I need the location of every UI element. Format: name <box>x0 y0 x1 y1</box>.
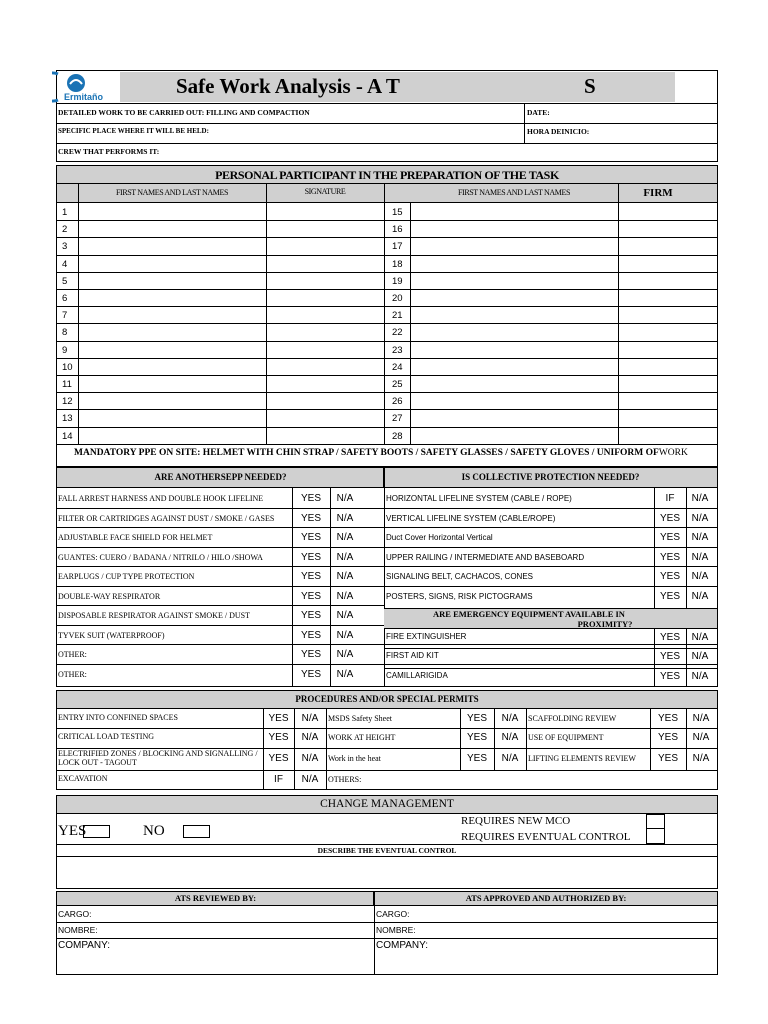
participant-row-number: 16 <box>392 224 403 235</box>
procedure-item-label: OTHERS: <box>328 775 362 784</box>
emergency-yes-option[interactable]: YES <box>659 632 680 643</box>
participant-firm-field[interactable] <box>619 256 717 271</box>
participants-title: PERSONAL PARTICIPANT IN THE PREPARATION OF THE TASK <box>215 168 559 182</box>
participant-row-number: 21 <box>392 310 403 321</box>
participant-firm-field[interactable] <box>619 342 717 357</box>
epp-yes-option[interactable]: YES <box>300 532 321 543</box>
epp-item-label: OTHER: <box>58 650 87 659</box>
emergency-yes-option[interactable]: YES <box>659 671 680 682</box>
procedure-na-option[interactable]: N/A <box>692 732 710 743</box>
epp-yes-option[interactable]: YES <box>300 630 321 641</box>
participant-firm-field[interactable] <box>619 428 717 443</box>
participant-row-number: 23 <box>392 345 403 356</box>
procedure-yes-option[interactable]: YES <box>657 732 678 743</box>
procedure-na-option[interactable]: N/A <box>501 713 519 724</box>
col-signature: SIGNATURE <box>304 187 346 196</box>
procedure-item-label: USE OF EQUIPMENT <box>528 733 604 742</box>
emergency-na-option[interactable]: N/A <box>691 651 709 662</box>
date-label: DATE: <box>527 108 550 117</box>
participant-signature-field[interactable] <box>267 307 383 322</box>
procedure-item-label: SCAFFOLDING REVIEW <box>528 714 617 723</box>
collective-na-option[interactable]: N/A <box>691 552 709 563</box>
collective-item-label: HORIZONTAL LIFELINE SYSTEM (CABLE / ROPE) <box>386 494 572 503</box>
participant-firm-field[interactable] <box>619 307 717 322</box>
procedure-item-label: EXCAVATION <box>58 774 108 783</box>
procedure-na-option[interactable]: N/A <box>301 732 319 743</box>
change-title: CHANGE MANAGEMENT <box>320 798 454 810</box>
mandatory-ppe-tail: WORK <box>658 448 688 458</box>
epp-item-label: OTHER: <box>58 670 87 679</box>
reviewed-cargo-label: CARGO: <box>58 909 92 919</box>
procedure-na-option[interactable]: N/A <box>501 753 519 764</box>
participant-firm-field[interactable] <box>619 204 717 219</box>
epp-yes-option[interactable]: YES <box>300 610 321 621</box>
requires-control-checkbox[interactable] <box>646 828 665 844</box>
epp-na-option[interactable]: N/A <box>336 513 354 524</box>
procedure-item-label: WORK AT HEIGHT <box>328 733 396 742</box>
approved-cargo-label: CARGO: <box>376 909 410 919</box>
participant-name-field[interactable] <box>79 342 265 357</box>
logo-text: Ermitaño <box>64 92 104 102</box>
procedure-yes-option[interactable]: YES <box>466 753 487 764</box>
collective-na-option[interactable]: N/A <box>691 591 709 602</box>
epp-yes-option[interactable]: YES <box>300 513 321 524</box>
participant-row-number: 12 <box>62 396 73 407</box>
procedure-yes-option[interactable]: YES <box>268 713 289 724</box>
participant-row-number: 24 <box>392 362 403 373</box>
procedure-na-option[interactable]: N/A <box>501 732 519 743</box>
start-time-label: HORA DEINICIO: <box>527 127 590 136</box>
collective-yes-option[interactable]: YES <box>659 532 680 543</box>
requires-mco-checkbox[interactable] <box>646 814 665 829</box>
participant-name-field[interactable] <box>411 324 617 339</box>
collective-na-option[interactable]: N/A <box>691 571 709 582</box>
collective-yes-option[interactable]: IF <box>665 493 675 504</box>
participant-signature-field[interactable] <box>267 428 383 443</box>
emergency-yes-option[interactable]: YES <box>659 651 680 662</box>
participant-name-field[interactable] <box>411 428 617 443</box>
change-yes-label: YES <box>58 823 87 839</box>
emergency-na-option[interactable]: N/A <box>691 632 709 643</box>
epp-item-label: EARPLUGS / CUP TYPE PROTECTION <box>58 572 195 581</box>
epp-yes-option[interactable]: YES <box>300 571 321 582</box>
participant-name-field[interactable] <box>79 290 265 305</box>
participant-row-number: 14 <box>62 431 73 442</box>
reviewed-nombre-label: NOMBRE: <box>58 925 98 935</box>
participant-row-number: 8 <box>62 327 68 338</box>
procedure-na-option[interactable]: N/A <box>692 753 710 764</box>
procedure-item-label: ENTRY INTO CONFINED SPACES <box>58 713 178 722</box>
participant-name-field[interactable] <box>411 290 617 305</box>
epp-yes-option[interactable]: YES <box>300 552 321 563</box>
participant-row-number: 22 <box>392 327 403 338</box>
procedure-yes-option[interactable]: IF <box>274 774 283 785</box>
participant-name-field[interactable] <box>79 376 265 391</box>
epp-na-option[interactable]: N/A <box>336 493 354 504</box>
epp-title: ARE ANOTHERSEPP NEEDED? <box>154 472 287 482</box>
participant-name-field[interactable] <box>79 324 265 339</box>
epp-item-label: TYVEK SUIT (WATERPROOF) <box>58 631 165 640</box>
procedure-na-option[interactable]: N/A <box>301 774 319 785</box>
col-names-right: FIRST NAMES AND LAST NAMES <box>458 188 570 197</box>
participant-row-number: 27 <box>392 413 403 424</box>
participant-row-number: 15 <box>392 207 403 218</box>
mandatory-ppe-text: MANDATORY PPE ON SITE: HELMET WITH CHIN STRAP / SAFETY BOOTS / SAFETY GLASSES / SAFETY GLOVES / UNIFORM OF <box>74 448 659 458</box>
epp-na-option[interactable]: N/A <box>336 630 354 641</box>
procedure-yes-option[interactable]: YES <box>466 713 487 724</box>
procedure-item-label: ELECTRIFIED ZONES / BLOCKING AND SIGNALLING / <box>58 749 258 758</box>
participant-signature-field[interactable] <box>267 273 383 288</box>
participant-firm-field[interactable] <box>619 393 717 408</box>
epp-yes-option[interactable]: YES <box>300 669 321 680</box>
procedure-item-label-line2: LOCK OUT - TAGOUT <box>58 758 137 767</box>
epp-item-label: FILTER OR CARTRIDGES AGAINST DUST / SMOKE / GASES <box>58 514 275 523</box>
participant-signature-field[interactable] <box>267 359 383 374</box>
participant-name-field[interactable] <box>79 221 265 236</box>
epp-item-label: ADJUSTABLE FACE SHIELD FOR HELMET <box>58 533 213 542</box>
participant-row-number: 1 <box>62 207 68 218</box>
emergency-title-2: PROXIMITY? <box>577 619 633 629</box>
collective-na-option[interactable]: N/A <box>691 493 709 504</box>
collective-yes-option[interactable]: YES <box>659 552 680 563</box>
participant-firm-field[interactable] <box>619 238 717 253</box>
participant-signature-field[interactable] <box>267 393 383 408</box>
epp-na-option[interactable]: N/A <box>336 649 354 660</box>
collective-item-label: UPPER RAILING / INTERMEDIATE AND BASEBOARD <box>386 553 585 562</box>
procedure-yes-option[interactable]: YES <box>268 753 289 764</box>
participant-row-number: 28 <box>392 431 403 442</box>
procedure-yes-option[interactable]: YES <box>466 732 487 743</box>
participant-name-field[interactable] <box>411 273 617 288</box>
mandatory-ppe <box>74 449 688 459</box>
describe-control-field[interactable] <box>57 857 717 888</box>
participant-name-field[interactable] <box>79 410 265 425</box>
specific-place-label: SPECIFIC PLACE WHERE IT WILL BE HELD: <box>58 127 209 135</box>
participant-firm-field[interactable] <box>619 376 717 391</box>
approved-company-label: COMPANY: <box>376 940 429 951</box>
participant-firm-field[interactable] <box>619 290 717 305</box>
collective-item-label: SIGNALING BELT, CACHACOS, CONES <box>386 572 533 581</box>
participant-signature-field[interactable] <box>267 204 383 219</box>
collective-title: IS COLLECTIVE PROTECTION NEEDED? <box>461 472 640 482</box>
approved-nombre-label: NOMBRE: <box>376 925 416 935</box>
participant-signature-field[interactable] <box>267 342 383 357</box>
participant-row-number: 18 <box>392 259 403 270</box>
page-title-suffix: S <box>584 74 596 98</box>
change-yes-checkbox[interactable] <box>83 825 110 838</box>
col-names-left: FIRST NAMES AND LAST NAMES <box>116 188 228 197</box>
collective-yes-option[interactable]: YES <box>659 571 680 582</box>
epp-item-label: DOUBLE-WAY RESPIRATOR <box>58 592 161 601</box>
epp-na-option[interactable]: N/A <box>336 591 354 602</box>
participant-name-field[interactable] <box>79 273 265 288</box>
participant-name-field[interactable] <box>411 307 617 322</box>
participant-signature-field[interactable] <box>267 376 383 391</box>
crew-label: CREW THAT PERFORMS IT: <box>58 147 160 156</box>
participant-row-number: 26 <box>392 396 403 407</box>
procedure-na-option[interactable]: N/A <box>692 713 710 724</box>
participant-name-field[interactable] <box>411 376 617 391</box>
epp-na-option[interactable]: N/A <box>336 610 354 621</box>
participant-name-field[interactable] <box>79 428 265 443</box>
procedure-na-option[interactable]: N/A <box>301 753 319 764</box>
participant-signature-field[interactable] <box>267 290 383 305</box>
participant-row-number: 4 <box>62 259 68 270</box>
collective-na-option[interactable]: N/A <box>691 513 709 524</box>
collective-yes-option[interactable]: YES <box>659 513 680 524</box>
participant-firm-field[interactable] <box>619 359 717 374</box>
epp-na-option[interactable]: N/A <box>336 532 354 543</box>
procedure-yes-option[interactable]: YES <box>268 732 289 743</box>
participant-name-field[interactable] <box>411 238 617 253</box>
participant-row-number: 5 <box>62 276 68 287</box>
procedure-item-label: LIFTING ELEMENTS REVIEW <box>528 754 636 763</box>
requires-control-label: REQUIRES EVENTUAL CONTROL <box>461 831 631 843</box>
emergency-item-label: FIRST AID KIT <box>386 651 439 660</box>
epp-yes-option[interactable]: YES <box>300 493 321 504</box>
epp-na-option[interactable]: N/A <box>336 571 354 582</box>
participant-name-field[interactable] <box>79 393 265 408</box>
participant-name-field[interactable] <box>411 256 617 271</box>
collective-item-label: VERTICAL LIFELINE SYSTEM (CABLE/ROPE) <box>386 514 556 523</box>
participant-row-number: 6 <box>62 293 68 304</box>
collective-item-label: POSTERS, SIGNS, RISK PICTOGRAMS <box>386 592 533 601</box>
participant-name-field[interactable] <box>79 204 265 219</box>
participant-row-number: 10 <box>62 362 73 373</box>
participant-firm-field[interactable] <box>619 273 717 288</box>
col-firm: FIRM <box>643 187 673 199</box>
procedure-yes-option[interactable]: YES <box>657 713 678 724</box>
describe-control-label: DESCRIBE THE EVENTUAL CONTROL <box>317 846 457 855</box>
participant-signature-field[interactable] <box>267 238 383 253</box>
epp-item-label: FALL ARREST HARNESS AND DOUBLE HOOK LIFELINE <box>58 494 264 503</box>
participant-name-field[interactable] <box>79 238 265 253</box>
epp-yes-option[interactable]: YES <box>300 591 321 602</box>
procedure-item-label: MSDS Safety Sheet <box>328 714 392 723</box>
participant-firm-field[interactable] <box>619 410 717 425</box>
participant-row-number: 20 <box>392 293 403 304</box>
participant-row-number: 17 <box>392 241 403 252</box>
emergency-title-1: ARE EMERGENCY EQUIPMENT AVAILABLE IN <box>433 609 625 619</box>
procedure-na-option[interactable]: N/A <box>301 713 319 724</box>
epp-item-label: DISPOSABLE RESPIRATOR AGAINST SMOKE / DUST <box>58 611 250 620</box>
requires-mco-label: REQUIRES NEW MCO <box>461 815 571 827</box>
epp-yes-option[interactable]: YES <box>300 649 321 660</box>
participant-name-field[interactable] <box>79 307 265 322</box>
epp-na-option[interactable]: N/A <box>336 552 354 563</box>
collective-item-label: Duct Cover Horizontal Vertical <box>386 533 493 542</box>
reviewed-title: ATS REVIEWED BY: <box>174 893 257 903</box>
collective-yes-option[interactable]: YES <box>659 591 680 602</box>
emergency-item-label: CAMILLARIGIDA <box>386 671 448 680</box>
participant-name-field[interactable] <box>411 221 617 236</box>
participant-name-field[interactable] <box>411 359 617 374</box>
procedure-item-label: Work in the heat <box>328 754 381 763</box>
epp-item-label: GUANTES: CUERO / BADANA / NITRILO / HILO /SHOWA <box>58 553 263 562</box>
collective-na-option[interactable]: N/A <box>691 532 709 543</box>
participant-row-number: 25 <box>392 379 403 390</box>
participant-firm-field[interactable] <box>619 221 717 236</box>
emergency-na-option[interactable]: N/A <box>691 671 709 682</box>
participant-row-number: 3 <box>62 241 68 252</box>
participant-name-field[interactable] <box>411 204 617 219</box>
emergency-item-label: FIRE EXTINGUISHER <box>386 632 467 641</box>
participant-signature-field[interactable] <box>267 410 383 425</box>
detailed-work-label: DETAILED WORK TO BE CARRIED OUT: FILLING AND COMPACTION <box>58 108 310 117</box>
participant-signature-field[interactable] <box>267 324 383 339</box>
procedures-title: PROCEDURES AND/OR SPECIAL PERMITS <box>295 694 479 704</box>
change-no-label: NO <box>143 823 165 839</box>
participant-row-number: 9 <box>62 345 68 356</box>
participant-row-number: 2 <box>62 224 68 235</box>
reviewed-company-label: COMPANY: <box>58 940 111 951</box>
participant-row-number: 11 <box>62 379 72 390</box>
participant-firm-field[interactable] <box>619 324 717 339</box>
participant-row-number: 13 <box>62 413 73 424</box>
participant-name-field[interactable] <box>411 393 617 408</box>
change-no-checkbox[interactable] <box>183 825 210 838</box>
procedure-item-label: CRITICAL LOAD TESTING <box>58 732 154 741</box>
participant-name-field[interactable] <box>79 359 265 374</box>
epp-na-option[interactable]: N/A <box>336 669 354 680</box>
approved-title: ATS APPROVED AND AUTHORIZED BY: <box>465 893 627 903</box>
participant-name-field[interactable] <box>411 342 617 357</box>
participant-name-field[interactable] <box>411 410 617 425</box>
participant-row-number: 19 <box>392 276 403 287</box>
participant-name-field[interactable] <box>79 256 265 271</box>
participant-signature-field[interactable] <box>267 221 383 236</box>
participant-row-number: 7 <box>62 310 68 321</box>
page-title: Safe Work Analysis - A T <box>176 74 400 98</box>
participant-signature-field[interactable] <box>267 256 383 271</box>
procedure-yes-option[interactable]: YES <box>657 753 678 764</box>
company-logo <box>52 70 120 104</box>
